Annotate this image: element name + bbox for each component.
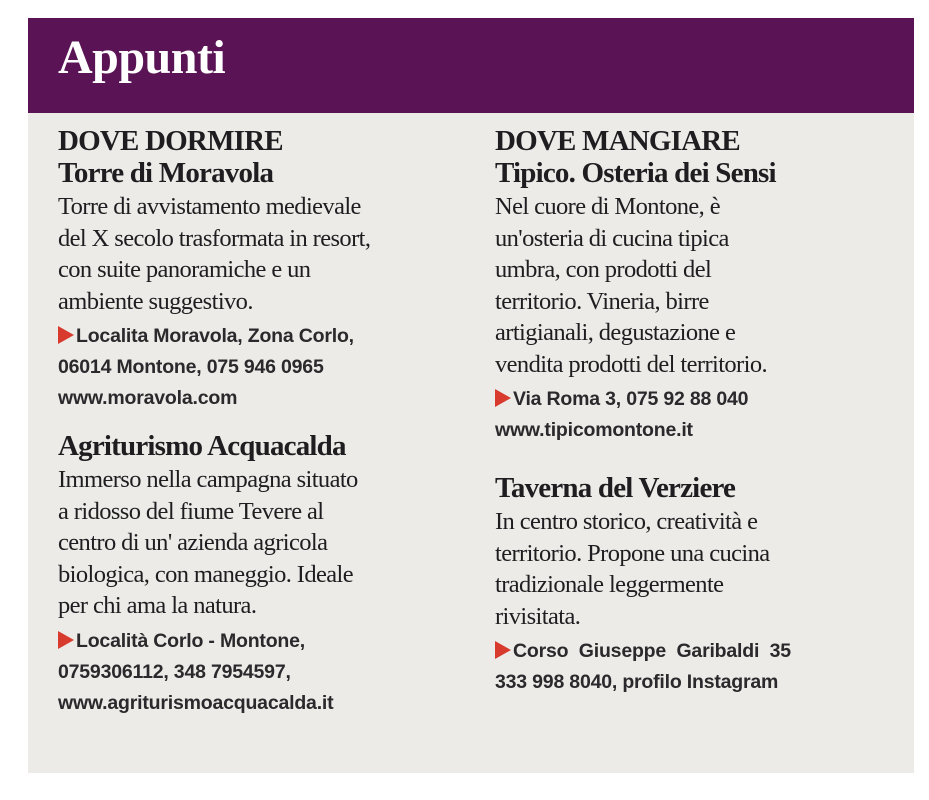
description-line: centro di un' azienda agricola <box>58 529 328 556</box>
header-bar <box>28 18 914 113</box>
description-line: del X secolo trasformata in resort, <box>58 224 371 252</box>
address-line <box>58 321 468 352</box>
entry-name: Agriturismo Acquacalda <box>58 430 346 462</box>
website-link[interactable]: www.agriturismoacquacalda.it <box>58 691 334 714</box>
entry-description <box>495 506 895 632</box>
description-line: Nel cuore di Montone, è <box>495 193 721 220</box>
description-line: con suite panoramiche e un <box>58 256 311 283</box>
entry-tipico-osteria <box>495 126 895 446</box>
entry-torre-di-moravola <box>58 126 468 414</box>
appunti-card <box>28 18 914 773</box>
description-line: per chi ama la natura. <box>58 592 257 619</box>
description-line: In centro storico, creatività e <box>495 508 758 535</box>
entry-name: Tipico. Osteria dei Sensi <box>495 157 776 189</box>
category-heading: DOVE DORMIRE <box>58 125 283 157</box>
arrow-icon <box>58 326 74 344</box>
entry-name: Taverna del Verziere <box>495 472 736 504</box>
arrow-icon <box>58 631 74 649</box>
address-line <box>495 384 895 415</box>
description-line: Immerso nella campagna situato <box>58 466 358 493</box>
address-text: Località Corlo - Montone, <box>76 629 305 652</box>
address-text: Localita Moravola, Zona Corlo, <box>76 325 354 347</box>
entry-taverna-del-verziere <box>495 472 895 698</box>
description-line: vendita prodotti del territorio. <box>495 350 768 378</box>
phone-line: 0759306112, 348 7954597, <box>58 660 291 683</box>
description-line: territorio. Vineria, birre <box>495 287 709 315</box>
description-line: a ridosso del fiume Tevere al <box>58 497 324 525</box>
description-line: Torre di avvistamento medievale <box>58 193 361 220</box>
description-line: biologica, con maneggio. Ideale <box>58 560 354 588</box>
right-column <box>495 126 895 714</box>
description-line: ambiente suggestivo. <box>58 287 253 315</box>
header-title: Appunti <box>58 31 226 84</box>
category-heading: DOVE MANGIARE <box>495 125 740 157</box>
address-line <box>495 636 895 667</box>
entry-description <box>58 464 468 622</box>
entry-agriturismo-acquacalda <box>58 430 468 719</box>
address-text: Via Roma 3, 075 92 88 040 <box>513 388 749 410</box>
website-link[interactable]: www.tipicomontone.it <box>495 419 693 441</box>
entry-name: Torre di Moravola <box>58 157 274 189</box>
entry-info <box>58 626 468 719</box>
entry-info <box>495 384 895 446</box>
description-line: umbra, con prodotti del <box>495 256 712 283</box>
address-text: Corso Giuseppe Garibaldi 35 <box>513 640 791 662</box>
description-line: un'osteria di cucina tipica <box>495 224 729 252</box>
description-line: tradizionale leggermente <box>495 571 724 598</box>
address-line <box>58 626 468 657</box>
website-link[interactable]: www.moravola.com <box>58 387 238 409</box>
description-line: rivisitata. <box>495 602 581 630</box>
contact-line: 333 998 8040, profilo Instagram <box>495 671 779 693</box>
entry-description <box>58 191 468 317</box>
arrow-icon <box>495 389 511 407</box>
arrow-icon <box>495 641 511 659</box>
phone-line: 06014 Montone, 075 946 0965 <box>58 356 324 378</box>
entry-info <box>495 636 895 698</box>
left-column <box>58 126 468 735</box>
entry-description <box>495 191 895 380</box>
entry-info <box>58 321 468 414</box>
description-line: territorio. Propone una cucina <box>495 539 770 567</box>
description-line: artigianali, degustazione e <box>495 319 736 346</box>
